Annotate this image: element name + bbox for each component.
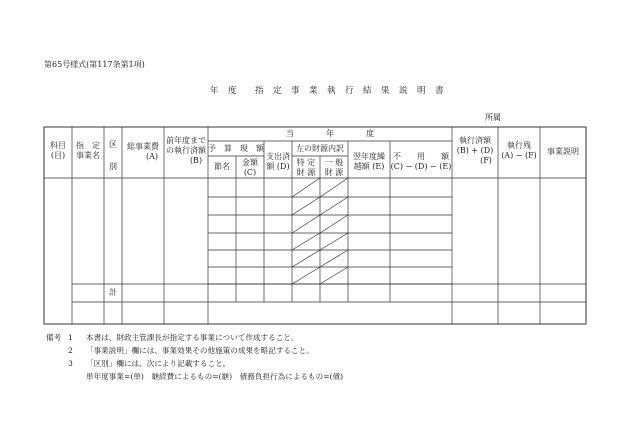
header-designated-business: 指 定 事業名 [76,141,100,160]
classification-codes: 単年度事業=(単) 継続費によるもの=(継) 債務負担行為によるもの=(債) [86,372,344,381]
header-funding-breakdown: 左の財源内訳 [296,144,344,153]
header-executed-total: 執行済額 (B) + (D) (F) [456,136,494,165]
header-current-year: 当 年 度 [286,129,374,138]
note-text: 「区別」欄には、次により記載すること。 [86,359,231,368]
header-division: 区 別 [109,140,117,171]
header-budget-item-name: 節名 [214,162,230,171]
header-carryover: 翌年度繰 越額 (E) [353,152,385,171]
header-remaining: 執行残 (A) − (F) [501,141,537,160]
note-number: 2 [68,346,73,355]
document-title: 年 度 指 定 事 業 執 行 結 果 説 明 書 [210,86,445,96]
total-row-label: 計 [109,288,117,297]
notes-label: 備考 [46,333,62,342]
header-budget-amount: 金額 (C) [242,158,258,177]
header-subject: 科目 (目) [50,141,66,160]
header-budget-current: 予 算 現 額 [208,144,264,153]
header-expenditure: 支出済 額 (D) [266,152,290,171]
note-number: 3 [68,359,73,368]
note-text: 「事業説明」欄には、事業効果その他施策の成果を略記すること。 [86,346,314,355]
header-specific-funding: 特 定 財 源 [296,158,316,177]
note-number: 1 [68,333,73,342]
affiliation-label: 所属 [485,113,501,122]
note-text: 本書は、財政主管課長が指定する事業について作成すること。 [86,333,299,342]
header-general-funding: 一 般 財 源 [324,158,344,177]
header-explanation: 事業説明 [547,147,579,156]
form-code: 第65号様式(第117条第1項) [44,60,145,69]
header-prior-year-executed: 前年度まで の執行済額 (B) [166,136,206,165]
header-total-cost: 総事業費 (A) [127,142,159,161]
header-unused-amount: 不 用 額 (C) − (D) − (E) [390,152,452,171]
